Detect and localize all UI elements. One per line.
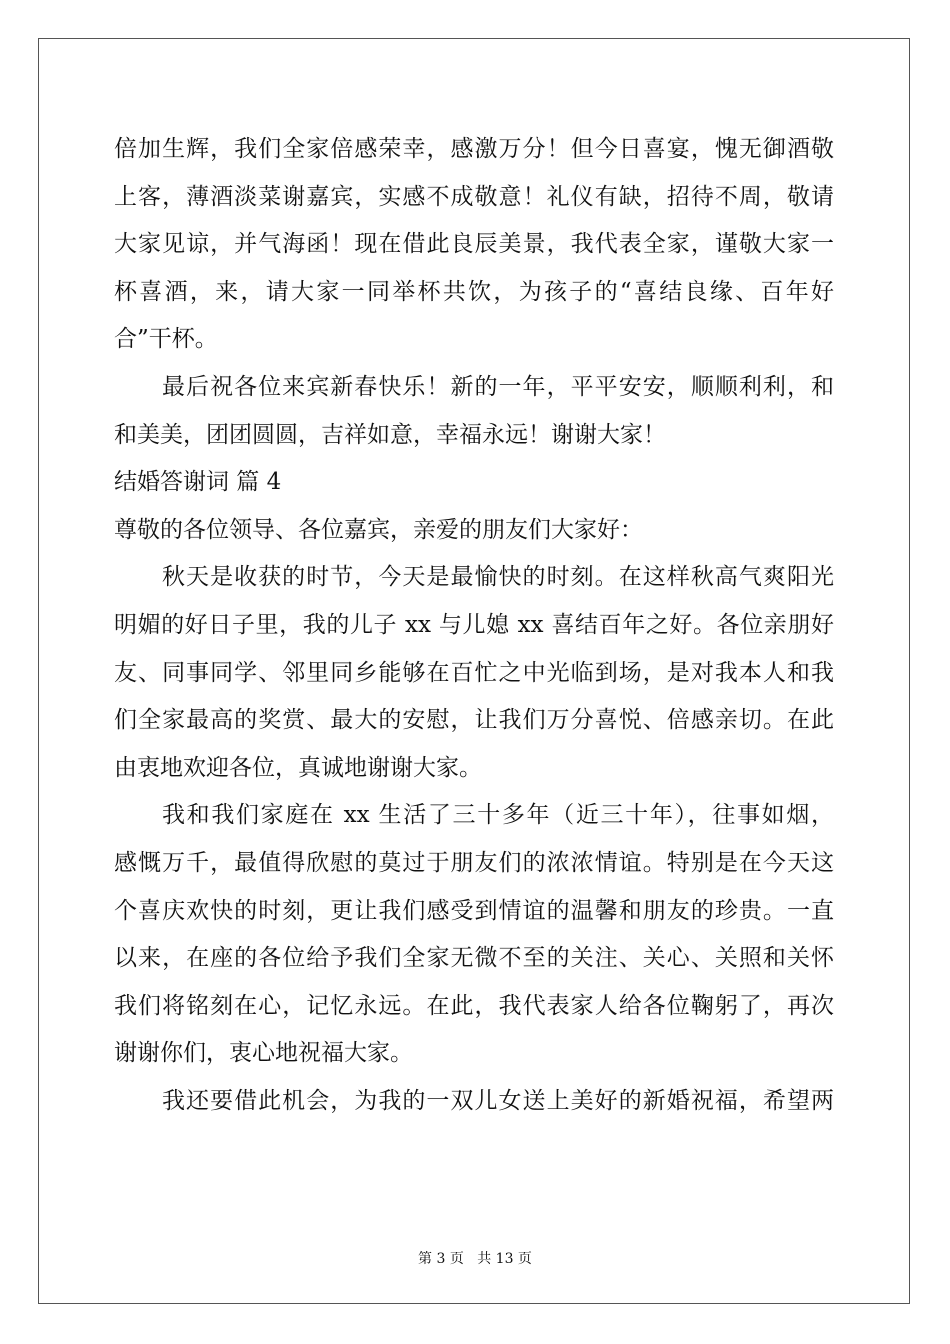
text-line: 大家见谅，并气海函！现在借此良辰美景，我代表全家，谨敬大家一 [114, 231, 834, 258]
document-body [114, 126, 834, 1125]
text-line: 明媚的好日子里，我的儿子 xx 与儿媳 xx 喜结百年之好。各位亲朋好 [114, 611, 834, 638]
text-line: 由衷地欢迎各位，真诚地谢谢大家。 [114, 754, 482, 781]
text-line: 以来，在座的各位给予我们全家无微不至的关注、关心、关照和关怀 [114, 945, 834, 972]
text-line: 和美美，团团圆圆，吉祥如意，幸福永远！谢谢大家！ [114, 421, 666, 448]
text-line: 友、同事同学、邻里同乡能够在百忙之中光临到场，是对我本人和我 [114, 659, 834, 686]
text-line: 我和我们家庭在 xx 生活了三十多年（近三十年），往事如烟， [162, 802, 834, 829]
text-line: 感慨万千，最值得欣慰的莫过于朋友们的浓浓情谊。特别是在今天这 [114, 849, 834, 876]
text-line: 最后祝各位来宾新春快乐！新的一年，平平安安，顺顺利利，和 [162, 373, 834, 400]
text-line: 合”干杯。 [114, 326, 218, 353]
page-number-current: 第 3 页 [418, 1251, 464, 1267]
text-line: 上客，薄酒淡菜谢嘉宾，实感不成敬意！礼仪有缺，招待不周，敬请 [114, 183, 834, 210]
text-line: 我还要借此机会，为我的一双儿女送上美好的新婚祝福，希望两 [162, 1087, 834, 1114]
text-line: 尊敬的各位领导、各位嘉宾，亲爱的朋友们大家好： [114, 516, 643, 543]
page-footer [0, 1248, 950, 1268]
text-line: 个喜庆欢快的时刻，更让我们感受到情谊的温馨和朋友的珍贵。一直 [114, 897, 834, 924]
text-line: 倍加生辉，我们全家倍感荣幸，感激万分！但今日喜宴，愧无御酒敬 [114, 136, 834, 162]
page-number-total: 共 13 页 [477, 1251, 532, 1267]
text-line: 杯喜酒，来，请大家一同举杯共饮，为孩子的“喜结良缘、百年好 [114, 278, 834, 305]
text-line: 秋天是收获的时节，今天是最愉快的时刻。在这样秋高气爽阳光 [162, 564, 834, 591]
text-line: 我们将铭刻在心，记忆永远。在此，我代表家人给各位鞠躬了，再次 [114, 992, 834, 1019]
text-line: 结婚答谢词 篇 4 [114, 469, 282, 496]
text-line: 谢谢你们，衷心地祝福大家。 [114, 1040, 413, 1067]
text-line: 们全家最高的奖赏、最大的安慰，让我们万分喜悦、倍感亲切。在此 [114, 707, 834, 734]
